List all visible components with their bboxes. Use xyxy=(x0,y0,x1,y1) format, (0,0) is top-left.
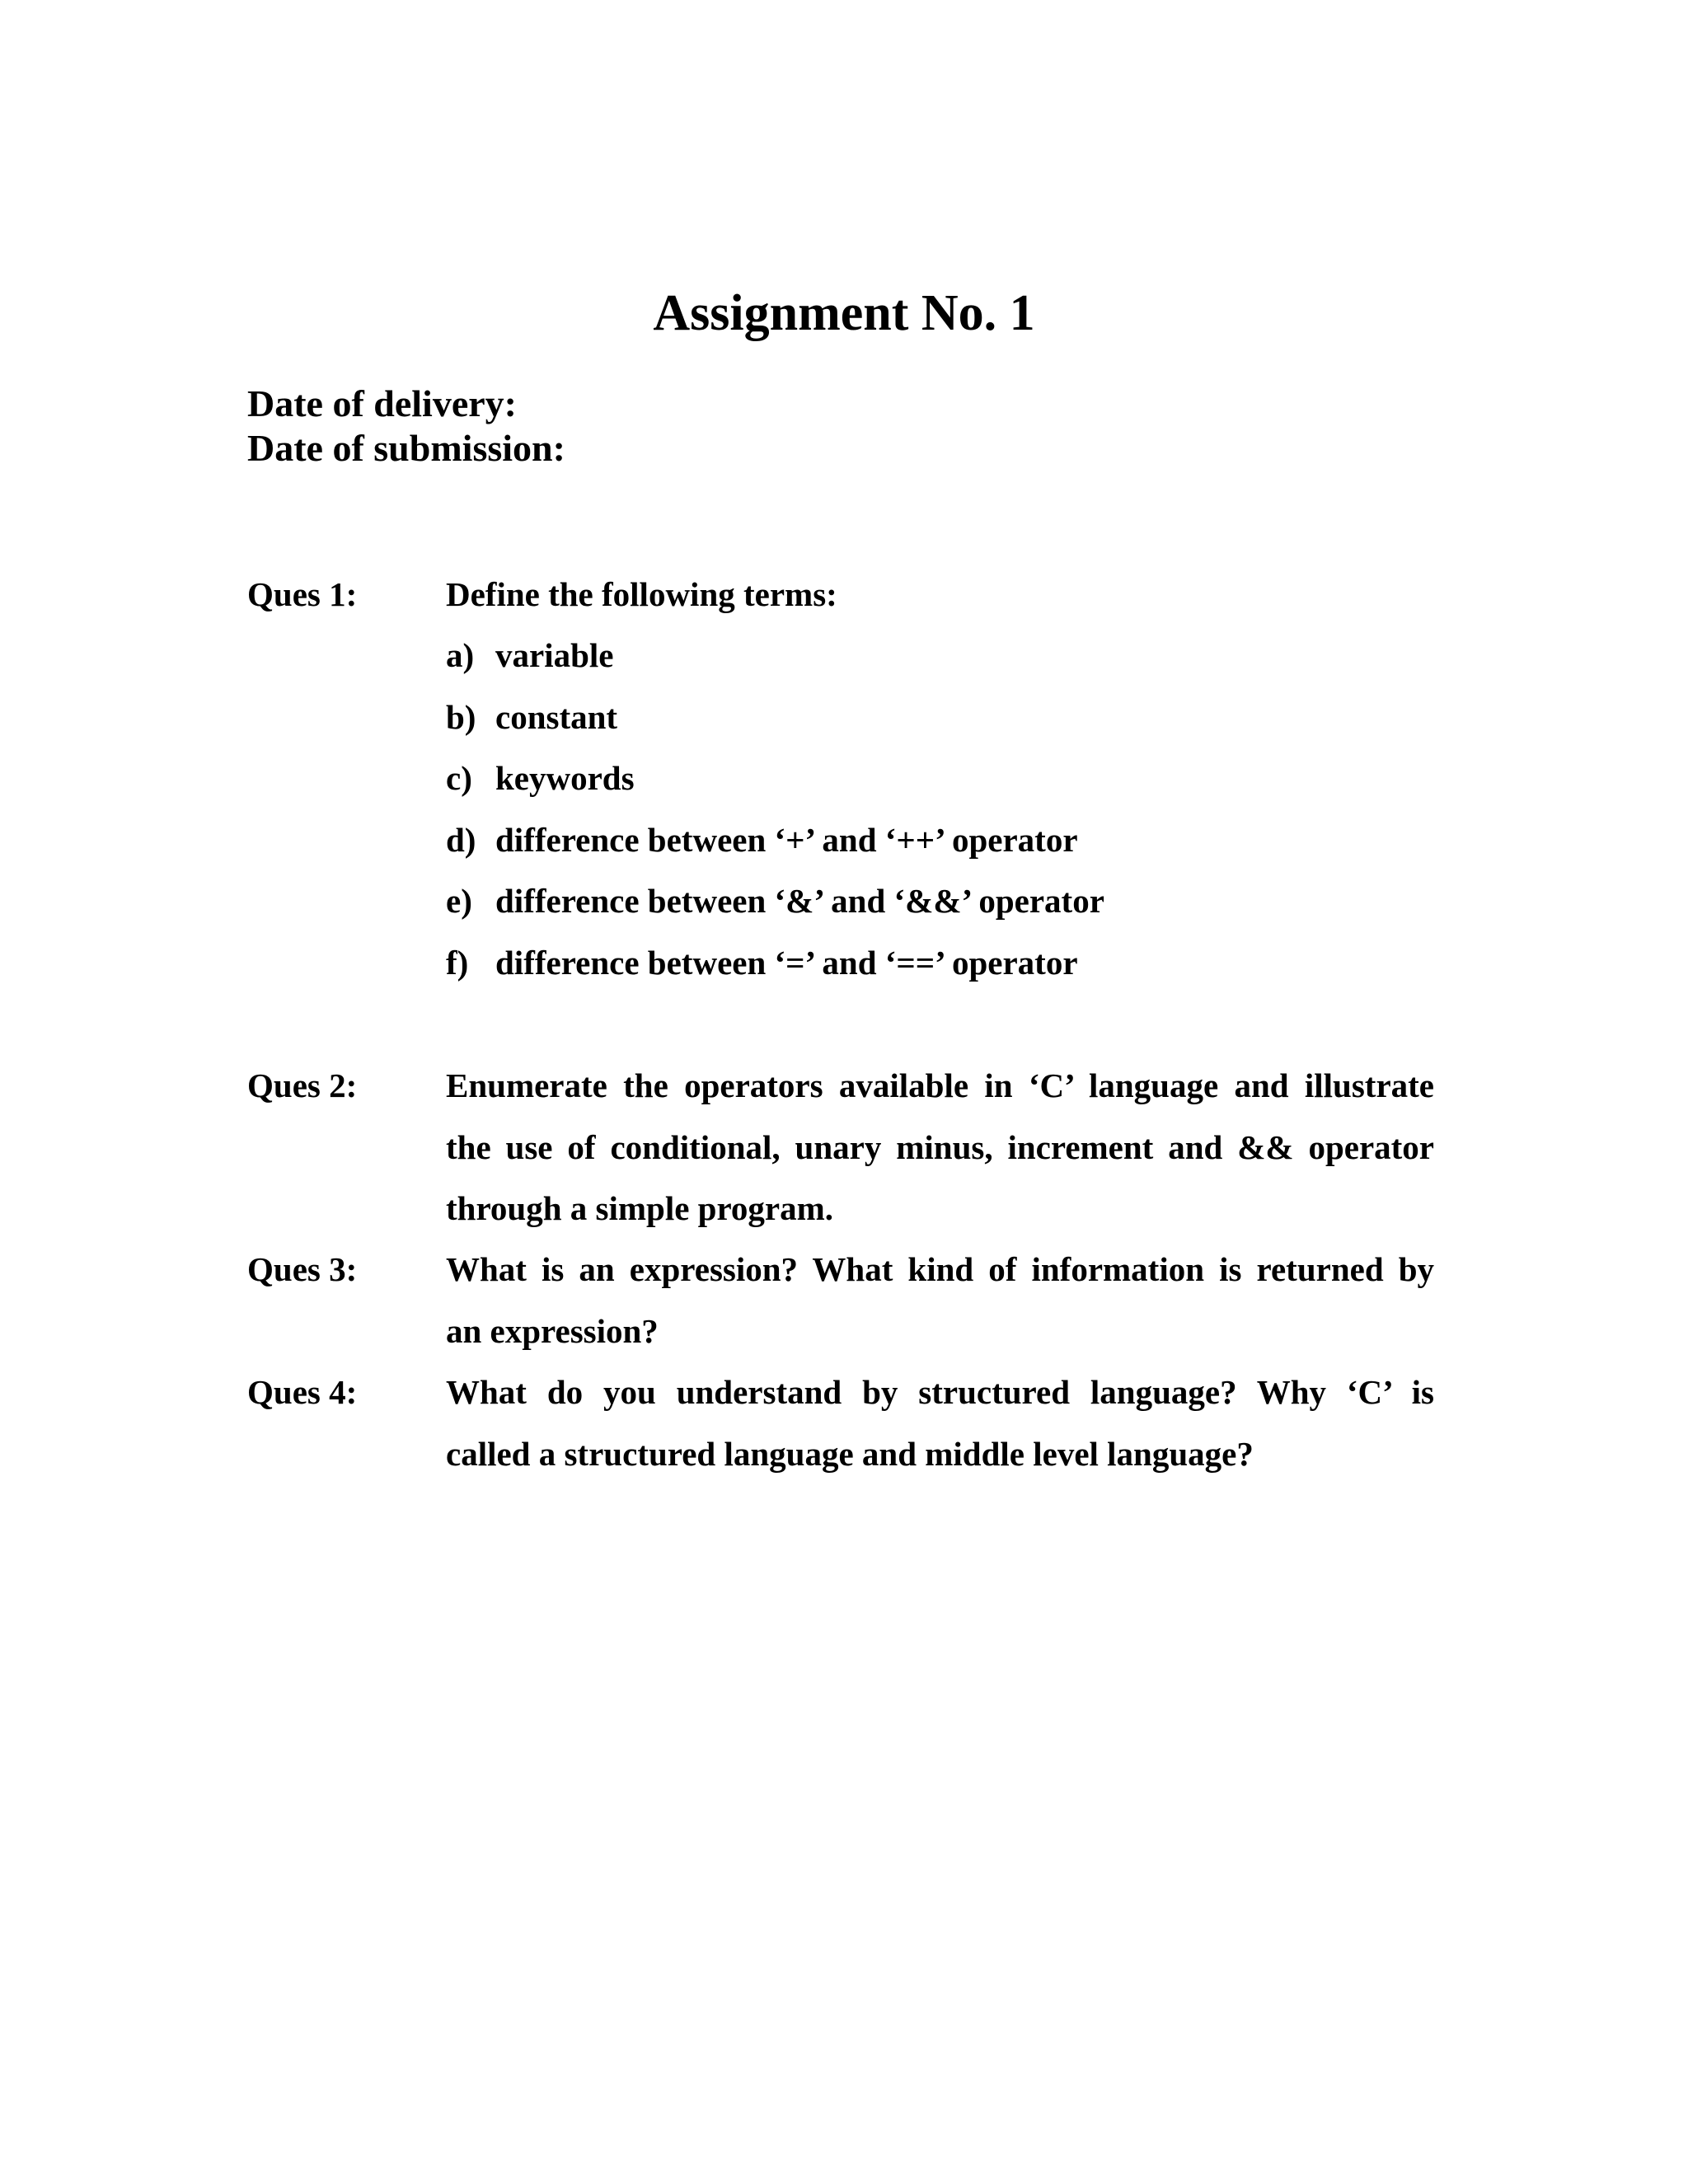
question-3-line: an expression? xyxy=(446,1311,659,1350)
question-4-line: called a structured language and middle level language? xyxy=(446,1434,1254,1473)
question-1-text xyxy=(446,564,1434,626)
date-of-submission-label: Date of submission: xyxy=(247,427,565,469)
list-item-marker: c) xyxy=(446,759,472,797)
list-item-text: keywords xyxy=(495,759,635,797)
question-1-label: Ques 1: xyxy=(247,575,358,613)
question-2-text xyxy=(446,1055,1434,1240)
question-4-line: What do you understand by structured language? Why ‘C’ is xyxy=(446,1373,1434,1411)
list-item-marker: e) xyxy=(446,882,472,920)
question-2-line: the use of conditional, unary minus, increment and && operator xyxy=(446,1127,1434,1166)
dates-block xyxy=(247,382,565,471)
question-2-label: Ques 2: xyxy=(247,1066,358,1104)
list-item xyxy=(446,932,1104,994)
question-3-text xyxy=(446,1239,1434,1361)
question-4-text xyxy=(446,1361,1434,1484)
list-item-marker: f) xyxy=(446,943,469,982)
question-4-label: Ques 4: xyxy=(247,1373,358,1411)
question-1-line: Define the following terms: xyxy=(446,575,837,613)
list-item xyxy=(446,870,1104,932)
question-1-items xyxy=(446,625,1104,993)
list-item-marker: d) xyxy=(446,820,476,859)
list-item-text: difference between ‘&’ and ‘&&’ operator xyxy=(495,882,1104,920)
list-item-text: variable xyxy=(495,636,614,674)
list-item-marker: b) xyxy=(446,697,476,736)
list-item xyxy=(446,687,1104,748)
question-2-line: Enumerate the operators available in ‘C’ language and illustrate xyxy=(446,1066,1434,1104)
question-2-line: through a simple program. xyxy=(446,1189,834,1227)
question-3-label: Ques 3: xyxy=(247,1250,358,1288)
list-item-text: difference between ‘=’ and ‘==’ operator xyxy=(495,943,1078,982)
list-item xyxy=(446,809,1104,871)
list-item-marker: a) xyxy=(446,636,475,674)
list-item xyxy=(446,625,1104,687)
date-of-delivery-label: Date of delivery: xyxy=(247,382,517,424)
question-3-line: What is an expression? What kind of information is returned by xyxy=(446,1250,1434,1288)
list-item xyxy=(446,748,1104,809)
list-item-text: difference between ‘+’ and ‘++’ operator xyxy=(495,820,1078,859)
list-item-text: constant xyxy=(495,697,618,736)
page-title: Assignment No. 1 xyxy=(653,285,1035,341)
